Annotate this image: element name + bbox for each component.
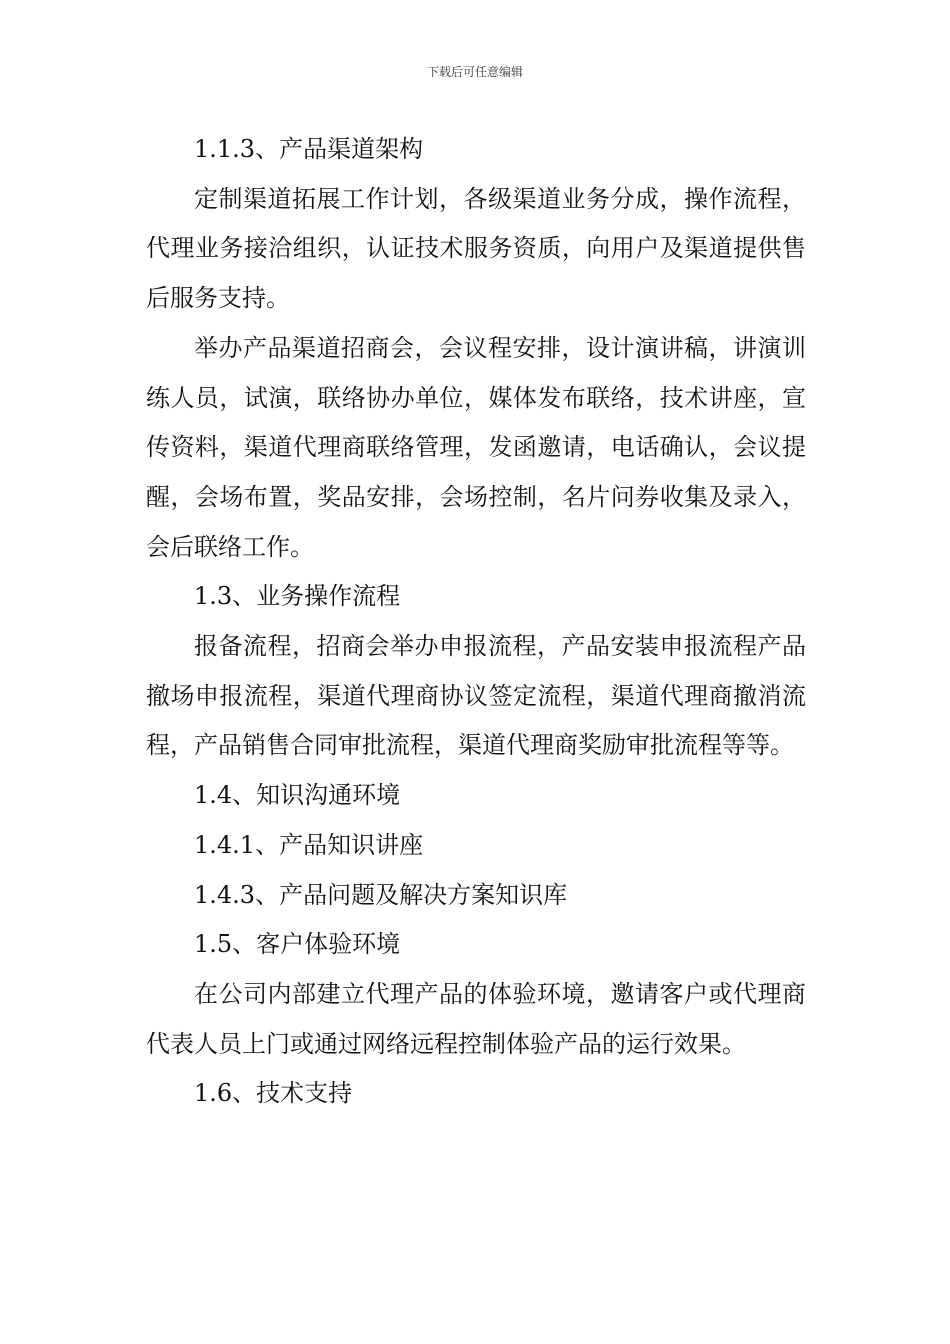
section-heading-1-4: 1.4、知识沟通环境: [194, 781, 401, 810]
paragraph-experience: 在公司内部建立代理产品的体验环境，邀请客户或代理商代表人员上门或通过网络远程控制体验产品的运行效果。: [146, 979, 806, 1058]
section-heading-1-1-3: 1.1.3、产品渠道架构: [194, 135, 424, 163]
section-heading-1-5: 1.5、客户体验环境: [194, 930, 401, 959]
paragraph-channel-plan: 定制渠道拓展工作计划，各级渠道业务分成，操作流程，代理业务接洽组织，认证技术服务资质，向用户及渠道提供售后服务支持。: [146, 184, 806, 313]
section-heading-1-3: 1.3、业务操作流程: [194, 582, 401, 611]
section-heading-1-4-3: 1.4.3、产品问题及解决方案知识库: [194, 880, 568, 909]
section-heading-1-6: 1.6、技术支持: [194, 1079, 353, 1108]
page-header-note: 下载后可任意编辑: [426, 65, 523, 79]
section-heading-1-4-1: 1.4.1、产品知识讲座: [194, 830, 424, 859]
document-body: [146, 125, 806, 1119]
paragraph-conference: 举办产品渠道招商会，会议程安排，设计演讲稿，讲演训练人员，试演，联络协办单位，媒体发布联络，技术讲座，宣传资料，渠道代理商联络管理，发函邀请，电话确认，会议提醒，会场布置，奖品安排，会场控制，名片问券收集及录入，会后联络工作。: [146, 333, 806, 561]
paragraph-flows: 报备流程，招商会举办申报流程，产品安装申报流程产品撤场申报流程，渠道代理商协议签定流程，渠道代理商撤消流程，产品销售合同审批流程，渠道代理商奖励审批流程等等。: [146, 632, 806, 760]
